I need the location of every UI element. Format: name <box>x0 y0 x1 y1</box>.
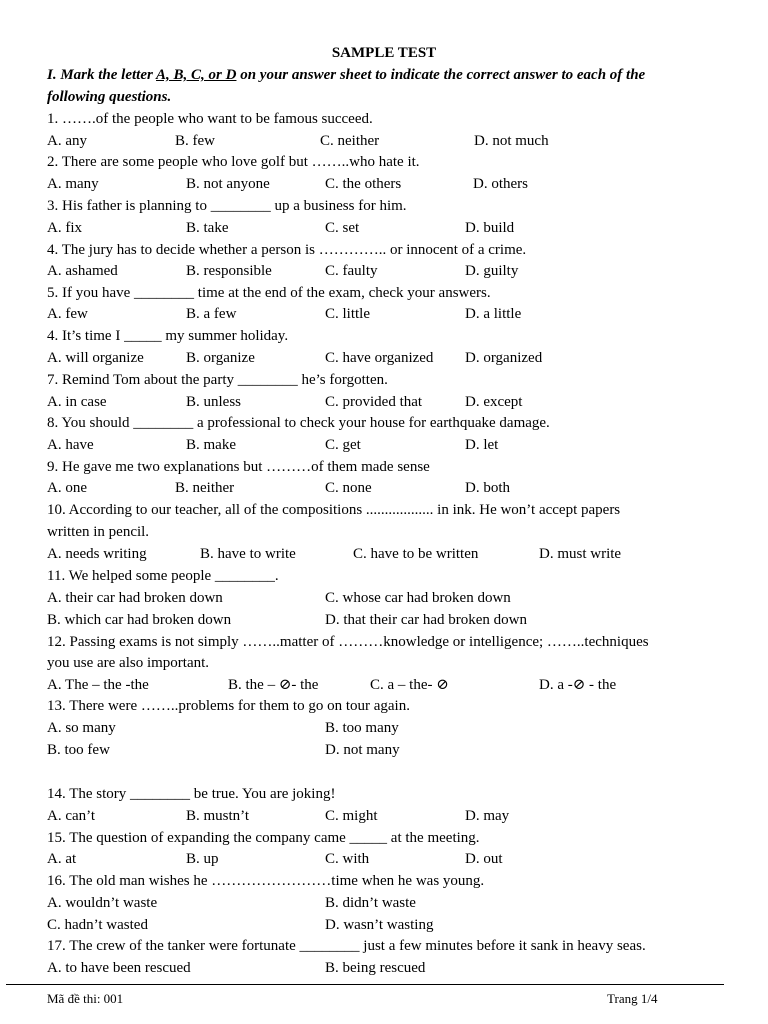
option-c: C. provided that <box>325 394 423 410</box>
option-c: C. hadn’t wasted <box>47 917 148 933</box>
option-a: A. to have been rescued <box>47 960 191 976</box>
option-a: A. will organize <box>47 350 144 366</box>
option-b-2: B. too few <box>47 742 110 758</box>
instruction-line-2: following questions. <box>47 89 172 105</box>
question-4: 4. The jury has to decide whether a person is ………….. or innocent of a crime. <box>47 242 527 258</box>
question-12-continued: you use are also important. <box>47 655 210 671</box>
option-c: C. might <box>325 808 378 824</box>
option-c: C. whose car had broken down <box>325 590 511 606</box>
option-b: B. didn’t waste <box>325 895 416 911</box>
option-a: A. needs writing <box>47 546 147 562</box>
option-d: D. may <box>465 808 510 824</box>
option-a: A. any <box>47 133 87 149</box>
option-c: C. the others <box>325 176 402 192</box>
instruction-prefix: I. Mark the letter <box>47 67 157 83</box>
option-b: B. have to write <box>200 546 296 562</box>
instruction-underlined: A, B, C, or D <box>156 67 237 83</box>
option-d: D. organized <box>465 350 543 366</box>
option-c: C. faulty <box>325 263 378 279</box>
option-b: B. neither <box>175 480 235 496</box>
option-d: D. not many <box>325 742 400 758</box>
question-7: 7. Remind Tom about the party ________ he’s forgotten. <box>47 372 388 388</box>
question-15: 15. The question of expanding the company came _____ at the meeting. <box>47 830 480 846</box>
option-a: A. so many <box>47 720 116 736</box>
option-b: B. responsible <box>186 263 272 279</box>
option-d: D. must write <box>539 546 622 562</box>
option-a: A. many <box>47 176 99 192</box>
option-b: B. make <box>186 437 236 453</box>
question-10-continued: written in pencil. <box>47 524 150 540</box>
option-c: C. have organized <box>325 350 434 366</box>
question-14: 14. The story ________ be true. You are joking! <box>47 786 336 802</box>
option-b: B. up <box>186 851 219 867</box>
question-6: 4. It’s time I _____ my summer holiday. <box>47 328 289 344</box>
option-c: C. a – the- ⊘ <box>370 677 449 693</box>
instruction-suffix: on your answer sheet to indicate the correct answer to each of the <box>236 67 646 83</box>
option-c: C. none <box>325 480 372 496</box>
option-a: A. their car had broken down <box>47 590 223 606</box>
page-number: Trang 1/4 <box>607 991 658 1006</box>
option-a: A. wouldn’t waste <box>47 895 158 911</box>
option-d: D. a -⊘ - the <box>539 677 617 693</box>
option-b: B. take <box>186 220 229 236</box>
option-c: C. little <box>325 306 370 322</box>
option-d: D. not much <box>474 133 549 149</box>
footer-divider <box>6 984 724 985</box>
option-b: B. being rescued <box>325 960 426 976</box>
option-d: D. except <box>465 394 523 410</box>
instruction-line-1 <box>47 66 645 84</box>
option-b: B. a few <box>186 306 237 322</box>
option-c: C. get <box>325 437 361 453</box>
option-d: D. build <box>465 220 515 236</box>
question-12: 12. Passing exams is not simply ……..matter of ………knowledge or intelligence; ……..techniques <box>47 634 649 650</box>
question-17: 17. The crew of the tanker were fortunate ________ just a few minutes before it sank in heavy seas. <box>47 938 646 954</box>
option-b: B. organize <box>186 350 255 366</box>
option-a: A. can’t <box>47 808 96 824</box>
option-d: D. a little <box>465 306 522 322</box>
option-a: A. fix <box>47 220 82 236</box>
option-d: D. out <box>465 851 503 867</box>
question-5: 5. If you have ________ time at the end of the exam, check your answers. <box>47 285 491 301</box>
question-10: 10. According to our teacher, all of the compositions .................. in ink. He won’t accept papers <box>47 502 621 518</box>
option-b: B. not anyone <box>186 176 270 192</box>
option-a: A. at <box>47 851 77 867</box>
option-d: D. that their car had broken down <box>325 612 528 628</box>
page-title: SAMPLE TEST <box>331 45 437 61</box>
question-8: 8. You should ________ a professional to check your house for earthquake damage. <box>47 415 550 431</box>
question-11: 11. We helped some people ________. <box>47 568 279 584</box>
option-c: C. set <box>325 220 360 236</box>
option-a: A. ashamed <box>47 263 118 279</box>
option-b: B. the – ⊘- the <box>228 677 319 693</box>
question-9: 9. He gave me two explanations but ………of them made sense <box>47 459 430 475</box>
option-b: B. too many <box>325 720 399 736</box>
option-b: B. few <box>175 133 215 149</box>
question-3: 3. His father is planning to ________ up a business for him. <box>47 198 407 214</box>
option-a: A. The – the -the <box>47 677 149 693</box>
option-a: A. have <box>47 437 94 453</box>
option-b: B. which car had broken down <box>47 612 232 628</box>
question-2: 2. There are some people who love golf but ……..who hate it. <box>47 154 420 170</box>
option-b: B. mustn’t <box>186 808 250 824</box>
option-a: A. in case <box>47 394 107 410</box>
question-13: 13. There were ……..problems for them to go on tour again. <box>47 698 410 714</box>
exam-code: Mã đề thi: 001 <box>47 991 124 1006</box>
option-d: D. let <box>465 437 499 453</box>
option-d: D. others <box>473 176 528 192</box>
option-c: C. have to be written <box>353 546 479 562</box>
option-a: A. few <box>47 306 88 322</box>
option-a: A. one <box>47 480 87 496</box>
question-16: 16. The old man wishes he ……………………time when he was young. <box>47 873 485 889</box>
option-d: D. guilty <box>465 263 519 279</box>
question-1: 1. …….of the people who want to be famous succeed. <box>47 111 373 127</box>
option-d: D. wasn’t wasting <box>325 917 434 933</box>
option-d: D. both <box>465 480 510 496</box>
option-c: C. neither <box>320 133 380 149</box>
option-c: C. with <box>325 851 370 867</box>
option-b: B. unless <box>186 394 242 410</box>
